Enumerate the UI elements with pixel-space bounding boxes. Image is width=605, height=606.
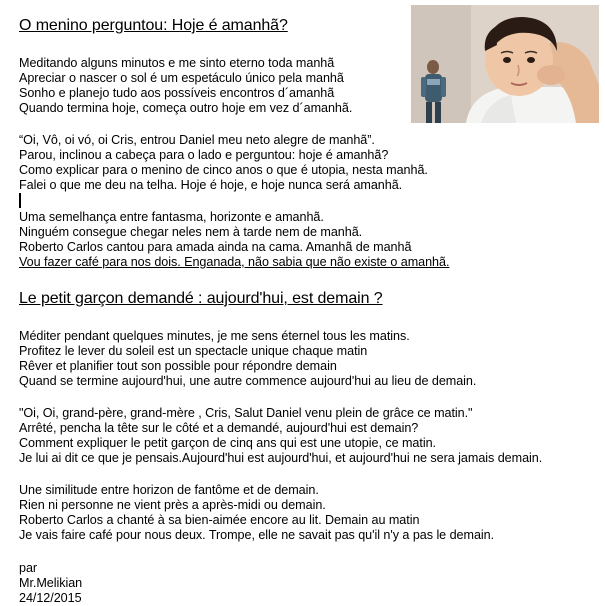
pt-title: O menino perguntou: Hoje é amanhã? xyxy=(19,17,288,34)
pt-line-11: Roberto Carlos cantou para amada ainda na cama. Amanhã de manhã xyxy=(19,240,412,254)
fr-line-1: Méditer pendant quelques minutes, je me sens éternel tous les matins. xyxy=(19,329,410,343)
pt-line-10: Ninguém consegue chegar neles nem à tarde nem de manhã. xyxy=(19,225,363,239)
fr-line-4: Quand se termine aujourd'hui, une autre commence aujourd'hui au lieu de demain. xyxy=(19,374,477,388)
pt-line-12: Vou fazer café para nos dois. Enganada, não sabia que não existe o amanhã. xyxy=(19,255,450,269)
signature-by: par xyxy=(19,561,38,575)
text-cursor xyxy=(19,193,21,208)
boy-photo-illustration xyxy=(411,5,599,123)
fr-title: Le petit garçon demandé : aujourd'hui, est demain ? xyxy=(19,290,383,307)
pt-line-5: “Oi, Vô, oi vó, oi Cris, entrou Daniel meu neto alegre de manhã”. xyxy=(19,133,375,147)
pt-line-2: Apreciar o nascer o sol é um espetáculo único pela manhã xyxy=(19,71,344,85)
fr-line-5: "Oi, Oi, grand-père, grand-mère , Cris, Salut Daniel venu plein de grâce ce matin." xyxy=(19,406,473,420)
pt-line-3: Sonho e planejo tudo aos possíveis encontros d´amanhã xyxy=(19,86,335,100)
pt-line-9: Uma semelhança entre fantasma, horizonte e amanhã. xyxy=(19,210,324,224)
fr-line-6: Arrêté, pencha la tête sur le côté et a demandé, aujourd'hui est demain? xyxy=(19,421,419,435)
fr-line-3: Rêver et planifier tout son possible pour répondre demain xyxy=(19,359,337,373)
fr-line-10: Rien ni personne ne vient près a après-midi ou demain. xyxy=(19,498,326,512)
boy-photo xyxy=(411,5,599,123)
pt-line-7: Como explicar para o menino de cinco anos o que é utopia, nesta manhã. xyxy=(19,163,428,177)
fr-line-7: Comment expliquer le petit garçon de cinq ans qui est une utopie, ce matin. xyxy=(19,436,436,450)
fr-line-2: Profitez le lever du soleil est un spectacle unique chaque matin xyxy=(19,344,368,358)
pt-line-8: Falei o que me deu na telha. Hoje é hoje, e hoje nunca será amanhã. xyxy=(19,178,403,192)
fr-line-8: Je lui ai dit ce que je pensais.Aujourd'hui est aujourd'hui, et aujourd'hui ne sera jamais demain. xyxy=(19,451,543,465)
pt-line-6: Parou, inclinou a cabeça para o lado e perguntou: hoje é amanhã? xyxy=(19,148,389,162)
fr-line-12: Je vais faire café pour nous deux. Trompe, elle ne savait pas qu'il n'y a pas le demain. xyxy=(19,528,495,542)
fr-line-11: Roberto Carlos a chanté à sa bien-aimée encore au lit. Demain au matin xyxy=(19,513,420,527)
pt-line-1: Meditando alguns minutos e me sinto eterno toda manhã xyxy=(19,56,335,70)
pt-line-4: Quando termina hoje, começa outro hoje em vez d´amanhã. xyxy=(19,101,353,115)
fr-line-9: Une similitude entre horizon de fantôme et de demain. xyxy=(19,483,319,497)
signature-date: 24/12/2015 xyxy=(19,591,82,605)
signature-author: Mr.Melikian xyxy=(19,576,83,590)
